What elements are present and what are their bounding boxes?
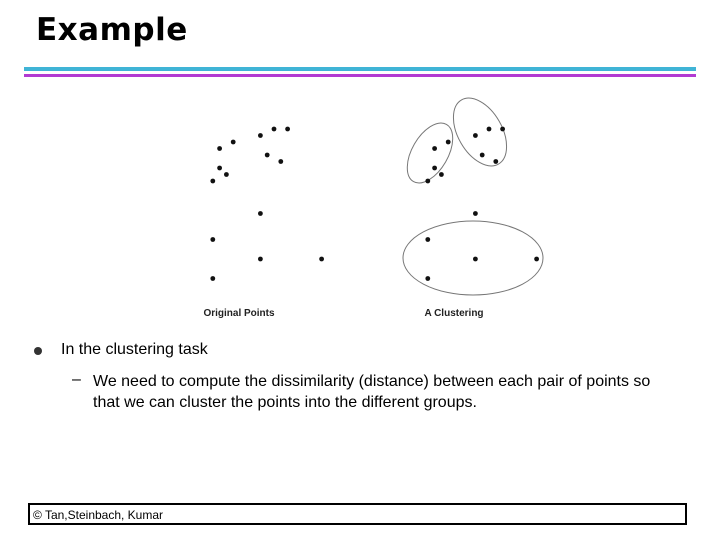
clustered-point-5 <box>500 127 505 132</box>
clustered-point-2 <box>446 140 451 145</box>
clustered-point-11 <box>473 211 478 216</box>
original-point-13 <box>258 257 263 262</box>
sub-bullet-dash: – <box>72 371 81 388</box>
clustered-point-9 <box>439 172 444 177</box>
original-point-4 <box>272 127 277 132</box>
original-point-6 <box>265 153 270 158</box>
clustered-point-12 <box>425 237 430 242</box>
original-point-12 <box>210 237 215 242</box>
clustered-point-3 <box>473 133 478 138</box>
original-point-9 <box>224 172 229 177</box>
original-point-2 <box>231 140 236 145</box>
clustering-panel <box>398 89 543 295</box>
original-point-15 <box>210 276 215 281</box>
cluster-ellipse-1 <box>398 115 462 190</box>
clustered-point-7 <box>493 159 498 164</box>
original-point-7 <box>278 159 283 164</box>
copyright-text: © Tan,Steinbach, Kumar <box>33 508 164 522</box>
clustered-point-8 <box>432 166 437 171</box>
original-point-11 <box>258 211 263 216</box>
original-point-10 <box>210 179 215 184</box>
bullet-text: In the clustering task <box>61 341 208 358</box>
clustered-point-4 <box>487 127 492 132</box>
clustered-point-14 <box>534 257 539 262</box>
clustered-point-13 <box>473 257 478 262</box>
footer-box <box>28 503 687 525</box>
clustered-point-1 <box>432 146 437 151</box>
original-point-5 <box>285 127 290 132</box>
original-point-1 <box>217 146 222 151</box>
clustered-point-15 <box>425 276 430 281</box>
original-point-8 <box>217 166 222 171</box>
original-points-panel <box>210 127 324 281</box>
slide-title: Example <box>36 12 188 48</box>
cluster-ellipse-2 <box>442 89 517 175</box>
original-point-14 <box>319 257 324 262</box>
clustered-point-10 <box>425 179 430 184</box>
original-points-caption: Original Points <box>203 308 275 319</box>
bullet-icon <box>34 347 42 355</box>
cluster-ellipse-3 <box>403 221 543 295</box>
original-point-3 <box>258 133 263 138</box>
sub-bullet-text: We need to compute the dissimilarity (distance) between each pair of points so that we can cluster the points into the different groups. <box>93 373 651 411</box>
clustering-caption: A Clustering <box>424 308 484 319</box>
clustered-point-6 <box>480 153 485 158</box>
